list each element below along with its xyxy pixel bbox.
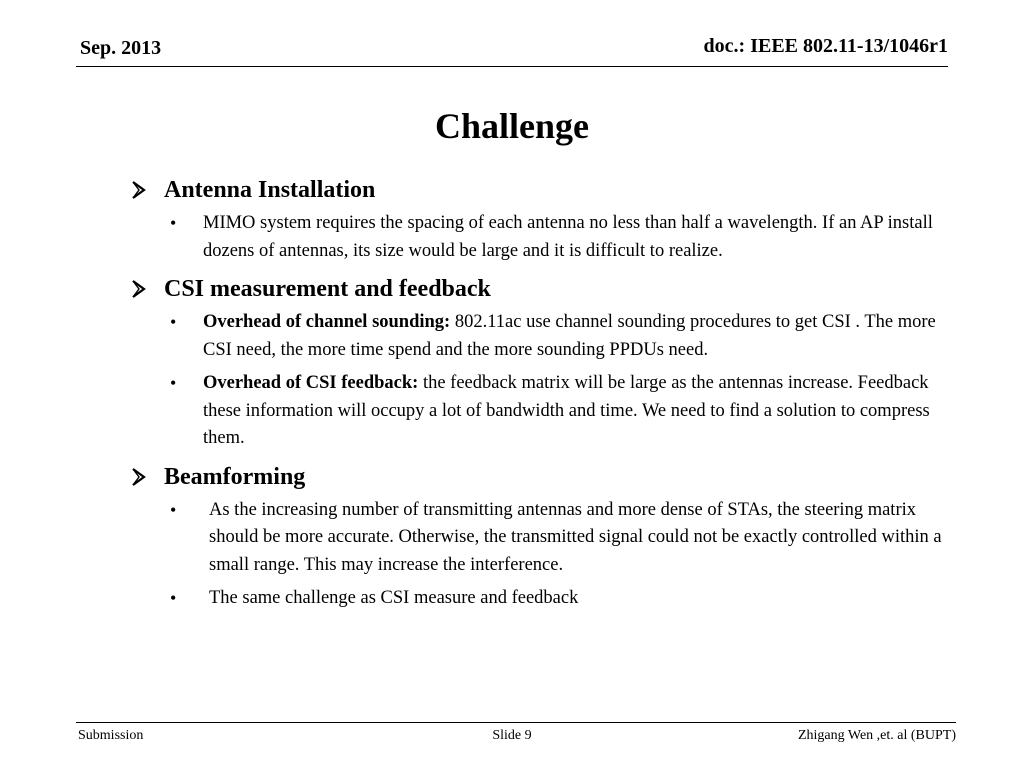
slide-title: Challenge bbox=[434, 106, 589, 146]
bullet-item bbox=[128, 585, 944, 613]
bullet-lead: Overhead of channel sounding: bbox=[203, 312, 451, 332]
bullet-lead: Overhead of CSI feedback: bbox=[203, 373, 419, 393]
bullet-dot: • bbox=[170, 213, 177, 233]
bullet-text: the feedback matrix will be large as the antennas increase. Feedback these information will occupy a lot of bandwidth and time. We need to find a solution to compress them. bbox=[203, 373, 930, 448]
bullet-text: 802.11ac use channel sounding procedures to get CSI . The more CSI need, the more time spend and the more sounding PPDUs need. bbox=[203, 312, 936, 360]
arrow-bullet-icon bbox=[128, 279, 148, 299]
section-heading bbox=[128, 271, 948, 307]
header-doc-id: doc.: IEEE 802.11-13/1046r1 bbox=[703, 35, 948, 57]
section-heading bbox=[128, 459, 948, 495]
bullet-text: The same challenge as CSI measure and feedback bbox=[209, 588, 579, 608]
section-beamforming bbox=[128, 459, 948, 613]
bullet-item bbox=[128, 210, 938, 265]
footer-author: Zhigang Wen ,et. al (BUPT) bbox=[797, 728, 956, 743]
bullet-item bbox=[128, 309, 938, 364]
bullet-dot: • bbox=[170, 588, 177, 608]
bullet-item bbox=[128, 370, 938, 453]
bullet-text: MIMO system requires the spacing of each antenna no less than half a wavelength. If an AP install dozens of antennas, its size would be large and it is difficult to realize. bbox=[203, 213, 933, 261]
section-heading-text: Antenna Installation bbox=[164, 177, 376, 203]
header-divider bbox=[76, 66, 948, 67]
section-heading-text: CSI measurement and feedback bbox=[164, 276, 491, 302]
bullet-text: As the increasing number of transmitting antennas and more dense of STAs, the steering matrix should be more accurate. Otherwise, the transmitted signal could not be exactly controlled within a small range. This may increase the interference. bbox=[209, 499, 942, 575]
header-date: Sep. 2013 bbox=[80, 37, 162, 59]
section-heading bbox=[128, 172, 948, 208]
footer-divider bbox=[76, 722, 956, 723]
footer-submission: Submission bbox=[78, 728, 144, 743]
arrow-bullet-icon bbox=[128, 180, 148, 200]
bullet-dot: • bbox=[170, 373, 177, 393]
arrow-bullet-icon bbox=[128, 467, 148, 487]
section-csi-measurement bbox=[128, 271, 948, 453]
footer-slide-number: Slide 9 bbox=[492, 728, 532, 743]
section-heading-text: Beamforming bbox=[164, 463, 306, 490]
section-antenna-installation bbox=[128, 172, 948, 265]
slide-body bbox=[128, 170, 948, 619]
bullet-dot: • bbox=[170, 499, 177, 520]
bullet-dot: • bbox=[170, 312, 177, 332]
bullet-item bbox=[128, 497, 944, 580]
